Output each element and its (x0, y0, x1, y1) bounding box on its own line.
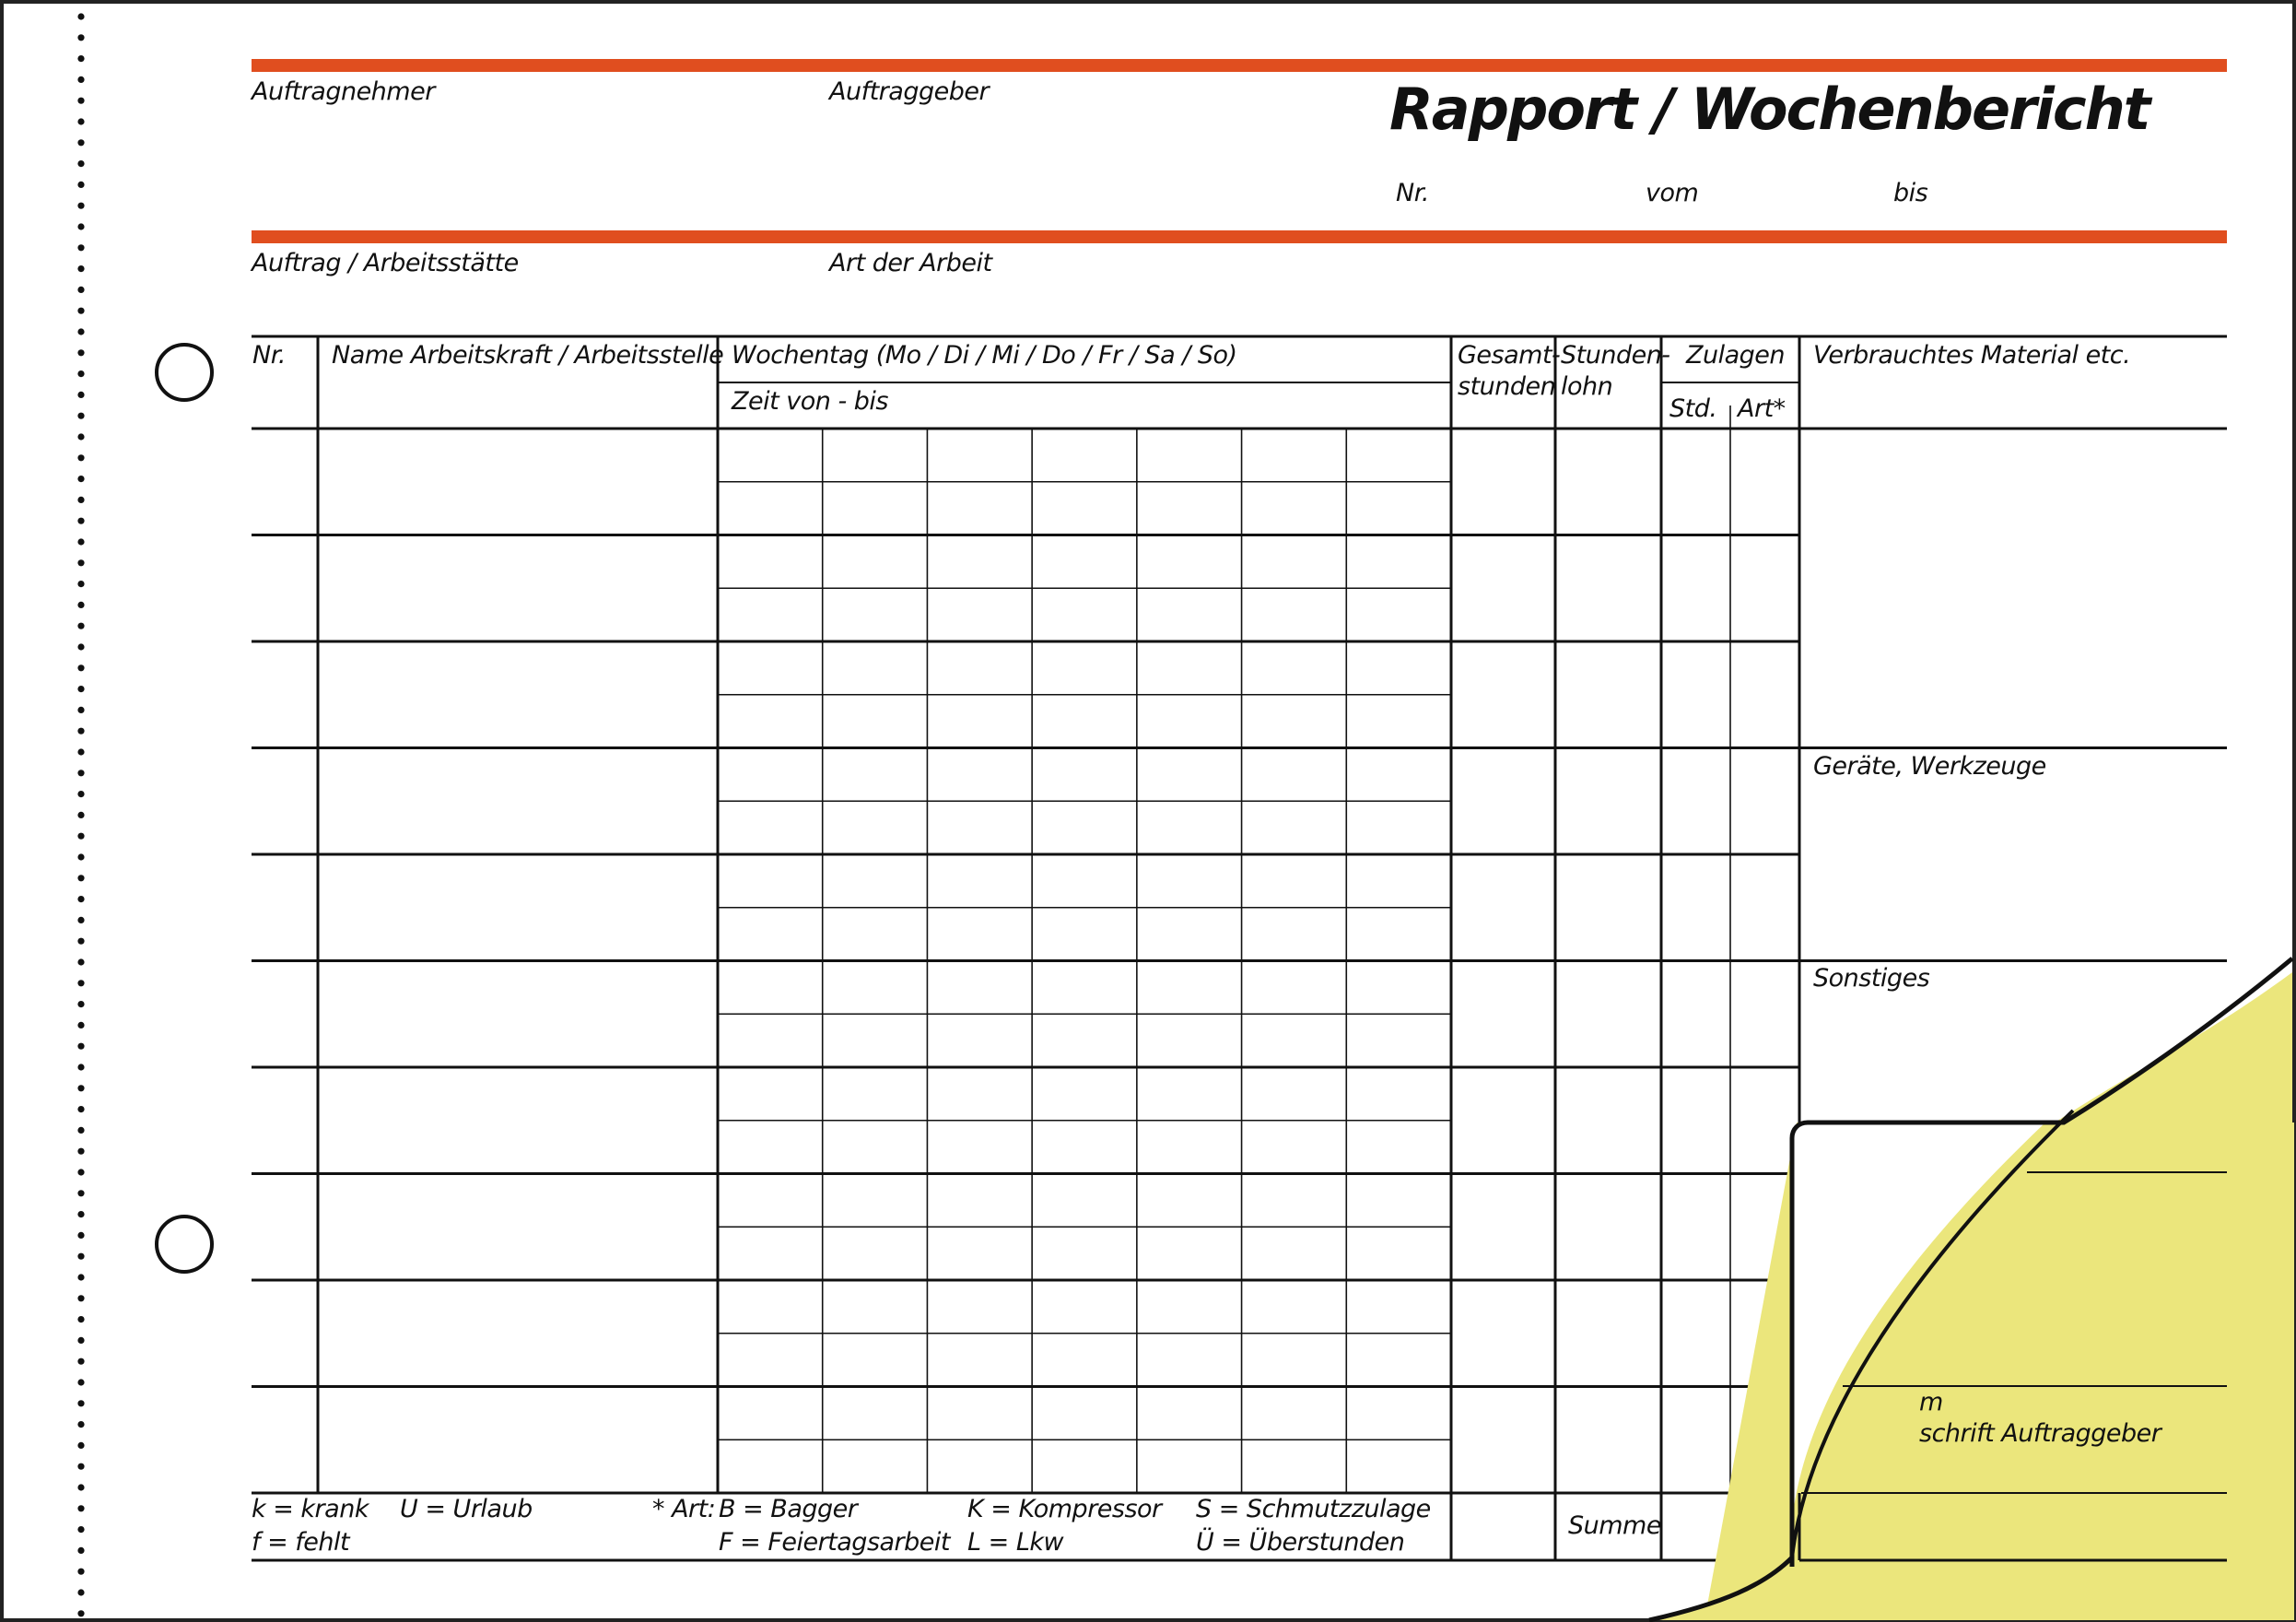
perforation-dot (77, 707, 84, 713)
order-site-label: Auftrag / Arbeitsstätte (252, 249, 519, 277)
perforation-dot (77, 244, 84, 251)
perforation-dot (77, 1106, 84, 1112)
col-header-weekday: Wochentag (Mo / Di / Mi / Do / Fr / Sa / So) (732, 341, 1237, 370)
perforation-dot (77, 518, 84, 524)
perforation-dot (77, 349, 84, 356)
perforation-dot (77, 833, 84, 840)
report-number-label: Nr. (1396, 179, 1429, 207)
perforation-dot (77, 958, 84, 965)
perforation-dot (77, 1400, 84, 1406)
perforation-dot (77, 370, 84, 377)
perforation-dot (77, 223, 84, 229)
perforation-dot (77, 664, 84, 671)
perforation-dot (77, 1421, 84, 1428)
perforation-dot (77, 1064, 84, 1070)
perforation-dot (77, 602, 84, 608)
perforation-dot (77, 34, 84, 41)
col-header-bonus: Zulagen (1686, 341, 1786, 370)
perforation-dot (77, 980, 84, 986)
col-header-total-line2: stunden (1458, 372, 1556, 401)
perforation-dot (77, 454, 84, 461)
perforation-dot (77, 1295, 84, 1301)
perforation-dot (77, 1043, 84, 1050)
col-header-wage-line2: lohn (1561, 372, 1613, 401)
legend-overtime: Ü = Überstunden (1196, 1528, 1405, 1557)
perforation-dot (77, 139, 84, 146)
perforation-dot (77, 13, 84, 19)
client-signature-label-fragment: schrift Auftraggeber (1919, 1419, 2161, 1448)
perforation-dot (77, 328, 84, 335)
sum-label: Summe (1568, 1511, 1661, 1540)
perforation-dot (77, 433, 84, 440)
perforation-dot (77, 118, 84, 124)
legend-holiday-work: F = Feiertagsarbeit (719, 1528, 950, 1557)
perforation-dot (77, 98, 84, 104)
perforation-dot (77, 1610, 84, 1616)
perforation-dot (77, 1442, 84, 1449)
perforation-dot (77, 182, 84, 188)
perforation-dot (77, 812, 84, 818)
perforation-dot (77, 917, 84, 923)
perforation-dot (77, 728, 84, 735)
perforation-dot (77, 1358, 84, 1365)
misc-label: Sonstiges (1813, 964, 1930, 993)
legend-compressor: K = Kompressor (967, 1495, 1162, 1523)
perforation-dot (77, 497, 84, 503)
col-header-nr: Nr. (252, 341, 286, 370)
header-accent-bar-middle (252, 230, 2227, 243)
perforation-dot (77, 413, 84, 419)
perforation-dot (77, 770, 84, 776)
col-header-time: Zeit von - bis (732, 387, 889, 416)
date-from-label: vom (1646, 179, 1699, 207)
perforation-dot (77, 1127, 84, 1134)
perforation-dot (77, 1484, 84, 1490)
perforation-dot (77, 643, 84, 650)
perforation-dot (77, 76, 84, 83)
perforation-dot (77, 476, 84, 482)
perforation-dot (77, 392, 84, 398)
col-header-bonus-type: Art* (1738, 394, 1786, 423)
perforation-dot (77, 55, 84, 62)
perforation-dot (77, 1169, 84, 1175)
punch-hole-top (157, 345, 212, 400)
legend-excavator: B = Bagger (719, 1495, 858, 1523)
perforation-dot (77, 1190, 84, 1196)
legend-truck: L = Lkw (967, 1528, 1064, 1557)
perforation-dot (77, 265, 84, 272)
perforation-dot (77, 875, 84, 881)
perforation-dot (77, 1253, 84, 1260)
col-header-bonus-hours: Std. (1669, 394, 1717, 423)
contractor-label: Auftragnehmer (252, 77, 435, 106)
date-label-fragment: m (1919, 1388, 1943, 1416)
perforation-dot (77, 559, 84, 566)
punch-hole-bottom (157, 1216, 212, 1272)
col-header-material: Verbrauchtes Material etc. (1813, 341, 2131, 370)
perforation-dot (77, 1589, 84, 1595)
perforation-dot (77, 1274, 84, 1280)
perforation-dot (77, 203, 84, 209)
page-title: Rapport / Wochenbericht (1389, 76, 2150, 143)
header-accent-bar-top (252, 59, 2227, 72)
col-header-name: Name Arbeitskraft / Arbeitsstelle (332, 341, 724, 370)
col-header-total-line1: Gesamt- (1458, 341, 1561, 370)
legend-sick: k = krank (252, 1495, 369, 1523)
perforation-dot (77, 853, 84, 860)
perforation-dot (77, 1001, 84, 1007)
perforation-dot (77, 1547, 84, 1554)
perforation-dot (77, 938, 84, 945)
perforation-dot (77, 896, 84, 902)
legend-absent: f = fehlt (252, 1528, 350, 1557)
client-label: Auftraggeber (829, 77, 990, 106)
perforation-dot (77, 1232, 84, 1239)
perforation-dot (77, 1526, 84, 1533)
legend-type-marker: * Art: (652, 1495, 716, 1523)
perforation-dot (77, 748, 84, 755)
work-type-label: Art der Arbeit (829, 249, 992, 277)
perforation-dot (77, 538, 84, 545)
legend-vacation: U = Urlaub (400, 1495, 533, 1523)
perforation-dot (77, 308, 84, 314)
perforation-dot (77, 160, 84, 167)
perforation-dot (77, 1505, 84, 1511)
perforation-dot (77, 1379, 84, 1385)
perforation-dot (77, 1085, 84, 1091)
perforation-dot (77, 1463, 84, 1470)
perforation-dot (77, 1316, 84, 1322)
perforation-dot (77, 1148, 84, 1155)
perforation-dot (77, 1022, 84, 1028)
perforation-dot (77, 1569, 84, 1575)
perforation-dot (77, 287, 84, 293)
perforation-dot (77, 1337, 84, 1344)
col-header-wage-line1: Stunden- (1561, 341, 1670, 370)
perforation-dot (77, 686, 84, 692)
perforation-dot (77, 1211, 84, 1217)
perforation-dot (77, 791, 84, 797)
legend-dirt-bonus: S = Schmutzzulage (1196, 1495, 1431, 1523)
date-to-label: bis (1893, 179, 1928, 207)
perforation-dot (77, 581, 84, 587)
perforation-dot (77, 623, 84, 629)
devices-tools-label: Geräte, Werkzeuge (1813, 752, 2046, 781)
